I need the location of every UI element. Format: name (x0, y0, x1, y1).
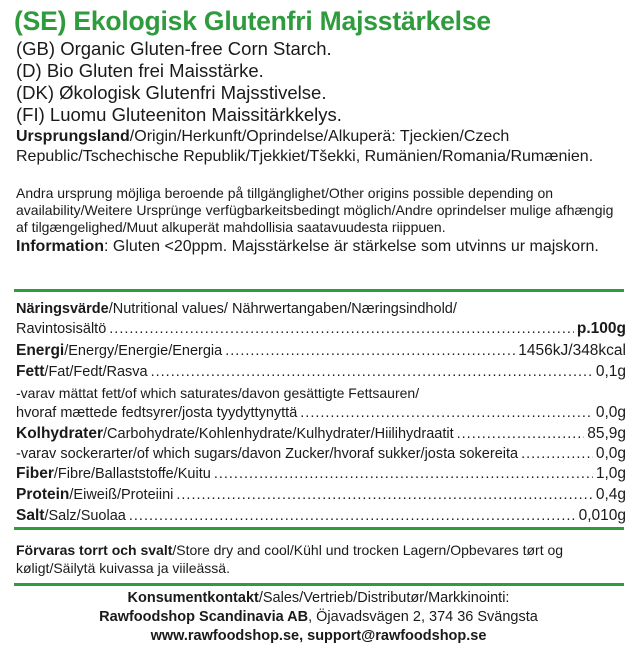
name-fi: (FI) Luomu Gluteeniton Maissitärkkelys. (16, 104, 342, 125)
origin-text: /Origin/Herkunft/Oprindelse/Alkuperä: Tjeckien/Czech Republic/Tschechische Republik/Tjekkiet/Tšekki, Rumänien/Romania/Rumænien. (16, 128, 594, 165)
protein-value: 0,4g (595, 486, 626, 503)
name-de: (D) Bio Gluten frei Maisstärke. (16, 60, 264, 81)
energy-label: Energi (16, 342, 65, 359)
protein-text: /Eiweiß/Proteiini (69, 487, 174, 503)
dot-leader (300, 404, 593, 423)
basis-value: p.100g (576, 320, 626, 337)
sugars-value: 0,0g (595, 445, 626, 462)
salt-value: 0,010g (578, 507, 626, 524)
dot-leader (214, 465, 593, 484)
origin-note: Andra ursprung möjliga beroende på tillgänglighet/Other origins possible depending on availability/Weitere Ursprünge verfügbarkeitsbedingt möglich/Andre oprindelser mulige afhængig af tilgængelighed/Muut alkuperät mahdollisia saatavuudesta riippuen. (16, 185, 614, 235)
divider-bottom (14, 583, 624, 586)
nutrition-header-label: Näringsvärde (16, 301, 109, 317)
energy-value: 1456kJ/348kcal (518, 342, 626, 359)
dot-leader (457, 425, 585, 444)
nutrition-header (16, 300, 457, 319)
nutrition-row-fat (16, 362, 626, 382)
nutrition-row-sugars (16, 444, 626, 464)
storage-section (16, 541, 616, 577)
name-gb: (GB) Organic Gluten-free Corn Starch. (16, 38, 332, 59)
contact-label-text: /Sales/Vertrieb/Distributør/Markkinointi: (258, 590, 510, 606)
fiber-value: 1,0g (595, 465, 626, 482)
dot-leader (151, 363, 593, 382)
nutrition-row-energy (16, 341, 626, 361)
dot-leader (109, 320, 574, 339)
nutrition-row-salt (16, 506, 626, 526)
storage-label: Förvaras torrt och svalt (16, 542, 173, 558)
fiber-label: Fiber (16, 465, 54, 482)
sugars-text: -varav sockerarter/of which sugars/davon Zucker/hvoraf sukker/josta sokereita (16, 446, 519, 462)
contact-section (0, 589, 637, 646)
carbohydrate-label: Kolhydrater (16, 425, 103, 442)
dot-leader (176, 486, 592, 505)
dot-leader (225, 342, 515, 361)
product-title: (SE) Ekologisk Glutenfri Majsstärkelse (14, 6, 491, 36)
nutrition-row-carbohydrate (16, 424, 626, 444)
information-section (16, 236, 621, 258)
saturates-line1: -varav mättat fett/of which saturates/davon gesättigte Fettsauren/ (16, 385, 420, 401)
dot-leader (129, 507, 576, 526)
fat-text: /Fat/Fedt/Rasva (44, 364, 148, 380)
fat-label: Fett (16, 363, 45, 380)
energy-text: /Energy/Energie/Energia (64, 343, 223, 359)
fiber-text: /Fibre/Ballaststoffe/Kuitu (53, 466, 211, 482)
contact-label: Konsumentkontakt (127, 590, 259, 606)
storage-text: /Store dry and cool/Kühl und trocken Lagern/Opbevares tørt og køligt/Säilytä kuivassa ja viileässä. (16, 542, 564, 576)
nutrition-row-protein (16, 485, 626, 505)
salt-text: /Salz/Suolaa (44, 508, 126, 524)
origin-section (16, 127, 616, 167)
saturates-value: 0,0g (595, 404, 626, 421)
saturates-text: hvoraf mættede fedtsyrer/josta tyydyttynyttä (16, 405, 298, 421)
dot-leader (521, 445, 593, 464)
carbohydrate-text: /Carbohydrate/Kohlenhydrate/Kulhydrater/Hiilihydraatit (103, 426, 454, 442)
carbohydrate-value: 85,9g (587, 425, 626, 442)
fat-value: 0,1g (595, 363, 626, 380)
nutrition-header-text: /Nutritional values/ Nährwertangaben/Næringsindhold/ (108, 301, 457, 317)
company-address: , Öjavadsvägen 2, 374 36 Svängsta (308, 609, 538, 625)
nutrition-row-basis (16, 319, 626, 339)
origin-label: Ursprungsland (16, 128, 130, 145)
divider-middle (14, 527, 624, 530)
salt-label: Salt (16, 507, 45, 524)
contact-web: www.rawfoodshop.se, support@rawfoodshop.se (150, 628, 487, 644)
information-label: Information (16, 238, 104, 255)
basis-label: Ravintosisältö (16, 321, 107, 337)
company-name: Rawfoodshop Scandinavia AB (99, 609, 309, 625)
divider-top (14, 289, 624, 292)
nutrition-row-fiber (16, 464, 626, 484)
name-dk: (DK) Økologisk Glutenfri Majsstivelse. (16, 82, 327, 103)
nutrition-row-saturates (16, 403, 626, 423)
information-text: : Gluten <20ppm. Majsstärkelse är stärkelse som utvinns ur majskorn. (104, 238, 599, 255)
protein-label: Protein (16, 486, 70, 503)
